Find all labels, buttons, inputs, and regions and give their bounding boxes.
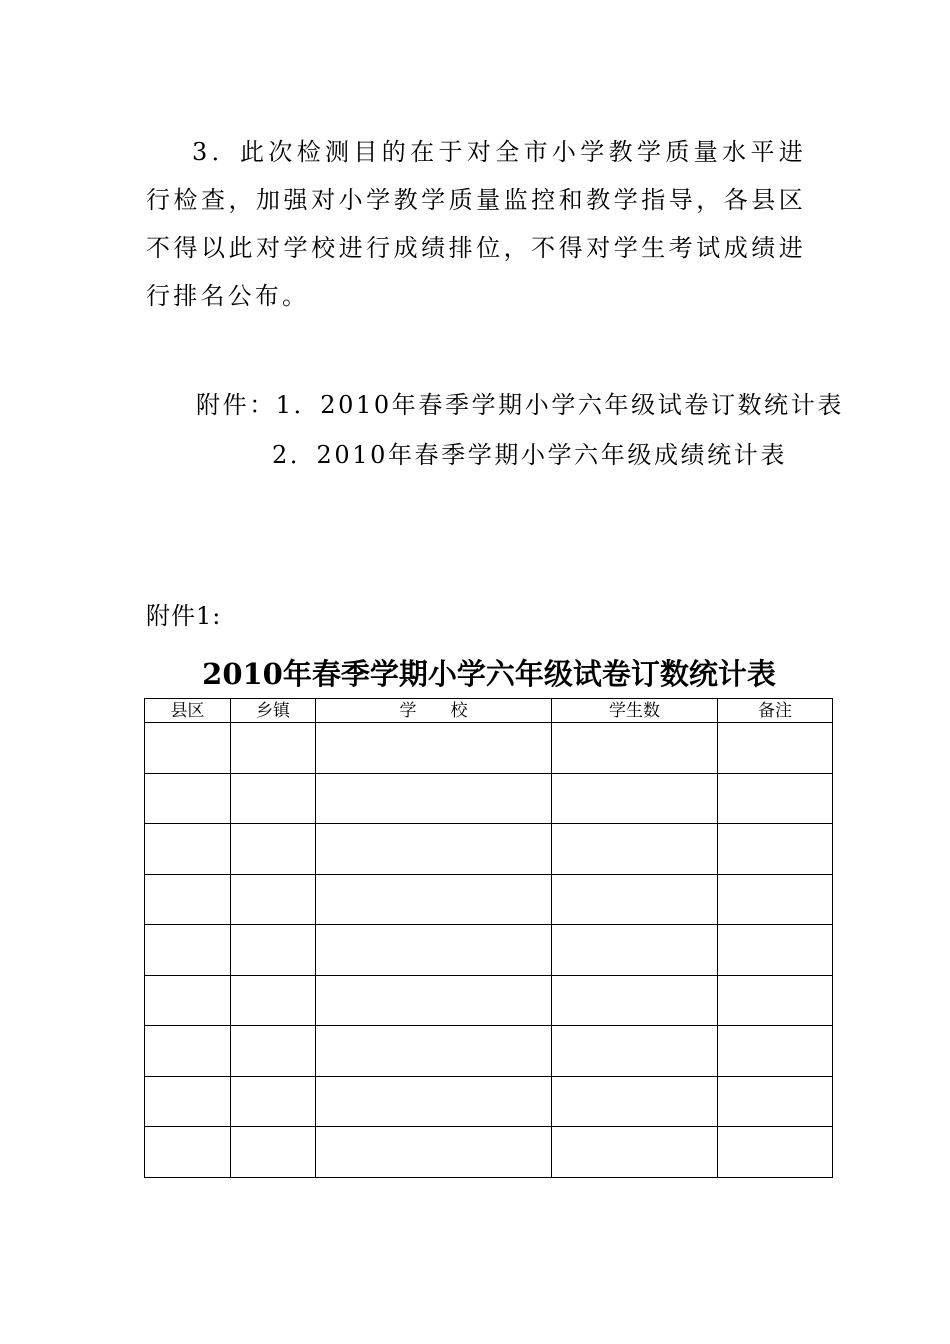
cell-school [316, 975, 552, 1026]
cell-county [145, 723, 231, 774]
cell-school [316, 874, 552, 925]
cell-county [145, 1026, 231, 1077]
attachment-list-item-1: 附件：1．2010年春季学期小学六年级试卷订数统计表 [196, 391, 844, 419]
cell-township [231, 1127, 316, 1178]
cell-student-count [552, 874, 718, 925]
cell-remarks [718, 1076, 833, 1127]
column-header-school: 学 校 [316, 699, 552, 723]
cell-school [316, 925, 552, 976]
cell-county [145, 874, 231, 925]
cell-school [316, 1026, 552, 1077]
cell-township [231, 925, 316, 976]
cell-student-count [552, 1127, 718, 1178]
table-row [145, 925, 833, 976]
cell-student-count [552, 925, 718, 976]
cell-county [145, 925, 231, 976]
cell-remarks [718, 1127, 833, 1178]
cell-township [231, 824, 316, 875]
cell-remarks [718, 1026, 833, 1077]
table-header-row [145, 699, 833, 723]
table-row [145, 874, 833, 925]
cell-remarks [718, 975, 833, 1026]
cell-school [316, 1076, 552, 1127]
cell-township [231, 874, 316, 925]
cell-school [316, 1127, 552, 1178]
column-header-county: 县区 [145, 699, 231, 723]
cell-remarks [718, 773, 833, 824]
column-header-township: 乡镇 [231, 699, 316, 723]
column-header-remarks: 备注 [718, 699, 833, 723]
table-row [145, 1076, 833, 1127]
table-title: 2010年春季学期小学六年级试卷订数统计表 [202, 657, 776, 691]
cell-school [316, 723, 552, 774]
cell-student-count [552, 773, 718, 824]
cell-student-count [552, 824, 718, 875]
cell-remarks [718, 824, 833, 875]
cell-township [231, 723, 316, 774]
attachment-1-label: 附件1: [146, 602, 222, 630]
cell-county [145, 975, 231, 1026]
cell-remarks [718, 874, 833, 925]
cell-township [231, 975, 316, 1026]
attachment-list-item-2: 2．2010年春季学期小学六年级成绩统计表 [272, 441, 787, 469]
table-row [145, 1026, 833, 1077]
order-count-table [144, 698, 833, 1178]
cell-school [316, 824, 552, 875]
table-row [145, 773, 833, 824]
table-row [145, 975, 833, 1026]
body-paragraph [146, 128, 806, 320]
cell-county [145, 824, 231, 875]
cell-student-count [552, 1076, 718, 1127]
column-header-student-count: 学生数 [552, 699, 718, 723]
table-row [145, 824, 833, 875]
cell-county [145, 1076, 231, 1127]
cell-student-count [552, 1026, 718, 1077]
cell-township [231, 1076, 316, 1127]
cell-county [145, 773, 231, 824]
cell-remarks [718, 925, 833, 976]
cell-school [316, 773, 552, 824]
table-row [145, 723, 833, 774]
cell-county [145, 1127, 231, 1178]
cell-township [231, 1026, 316, 1077]
table-row [145, 1127, 833, 1178]
cell-remarks [718, 723, 833, 774]
cell-township [231, 773, 316, 824]
cell-student-count [552, 723, 718, 774]
cell-student-count [552, 975, 718, 1026]
paragraph-text: 3．此次检测目的在于对全市小学教学质量水平进行检查，加强对小学教学质量监控和教学指导，各县区不得以此对学校进行成绩排位，不得对学生考试成绩进行排名公布。 [146, 138, 806, 310]
table-body [145, 723, 833, 1178]
